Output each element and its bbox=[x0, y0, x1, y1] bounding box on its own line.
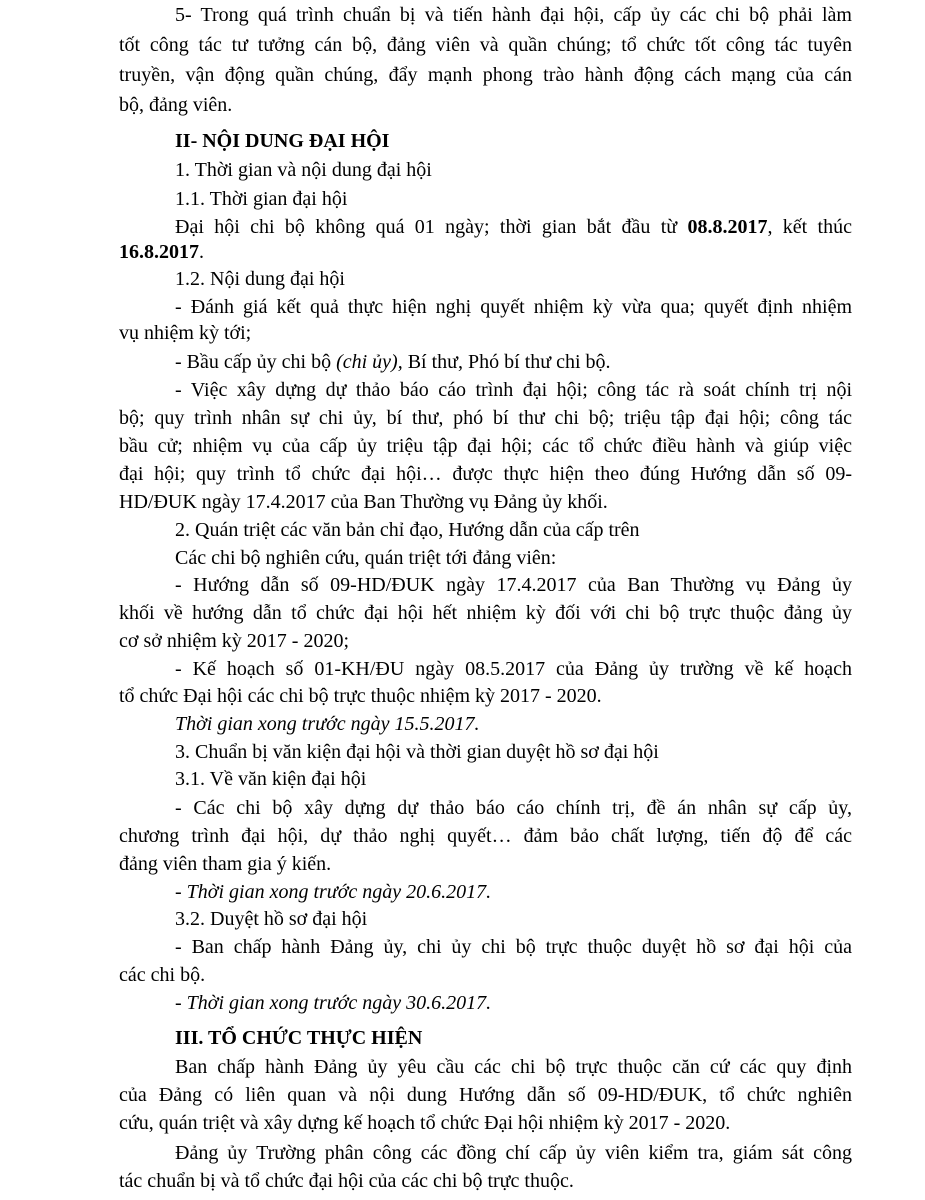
content-item-3-line-5: HD/ĐUK ngày 17.4.2017 của Ban Thường vụ Đảng ủy khối. bbox=[119, 491, 608, 513]
implementation-paragraph-2-line-1: Đảng ủy Trường phân công các đồng chí cấp ủy viên kiểm tra, giám sát công bbox=[175, 1142, 852, 1164]
directive-1-line-1: - Hướng dẫn số 09-HD/ĐUK ngày 17.4.2017 của Ban Thường vụ Đảng ủy bbox=[175, 574, 852, 596]
implementation-paragraph-2-line-2: tác chuẩn bị và tổ chức đại hội của các chi bộ trực thuộc. bbox=[119, 1170, 574, 1192]
subsection-2-title: 2. Quán triệt các văn bản chỉ đạo, Hướng dẫn của cấp trên bbox=[175, 519, 640, 541]
review-item-line-1: - Ban chấp hành Đảng ủy, chi ủy chi bộ trực thuộc duyệt hồ sơ đại hội của bbox=[175, 936, 852, 958]
meeting-time-line-2 bbox=[119, 239, 925, 265]
subsection-3-2-title: 3.2. Duyệt hồ sơ đại hội bbox=[175, 908, 368, 930]
start-date: 08.8.2017 bbox=[687, 216, 768, 238]
subsection-3-1-title: 3.1. Về văn kiện đại hội bbox=[175, 768, 367, 790]
implementation-paragraph-1-line-1: Ban chấp hành Đảng ủy yêu cầu các chi bộ trực thuộc căn cứ các quy định bbox=[175, 1056, 852, 1078]
deadline-1: Thời gian xong trước ngày 15.5.2017. bbox=[175, 713, 480, 735]
directive-2-line-1: - Kế hoạch số 01-KH/ĐU ngày 08.5.2017 của Đảng ủy trường về kế hoạch bbox=[175, 658, 852, 680]
meeting-time-end-text: , kết thúc bbox=[767, 216, 852, 238]
content-item-3-line-3: bầu cử; nhiệm vụ của cấp ủy triệu tập đại hội; các tổ chức điều hành và giúp việc bbox=[119, 435, 852, 457]
paragraph-5-line-3: truyền, vận động quần chúng, đẩy mạnh phong trào hành động cách mạng của cán bbox=[119, 64, 852, 86]
subsection-1-title: 1. Thời gian và nội dung đại hội bbox=[175, 159, 432, 181]
subsection-2-intro: Các chi bộ nghiên cứu, quán triệt tới đảng viên: bbox=[175, 547, 557, 569]
deadline-3: - Thời gian xong trước ngày 30.6.2017. bbox=[175, 992, 492, 1014]
content-item-2-italic: (chi ủy), bbox=[336, 351, 403, 373]
content-item-3-line-2: bộ; quy trình nhân sự chi ủy, bí thư, phó bí thư chi bộ; triệu tập đại hội; công tác bbox=[119, 407, 852, 429]
review-item-line-2: các chi bộ. bbox=[119, 964, 206, 986]
subsection-3-title: 3. Chuẩn bị văn kiện đại hội và thời gian duyệt hồ sơ đại hội bbox=[175, 741, 659, 763]
paragraph-5-line-4: bộ, đảng viên. bbox=[119, 94, 233, 116]
documents-item-line-3: đảng viên tham gia ý kiến. bbox=[119, 853, 332, 875]
content-item-3-line-1: - Việc xây dựng dự thảo báo cáo trình đại hội; công tác rà soát chính trị nội bbox=[175, 379, 852, 401]
content-item-1-line-2: vụ nhiệm kỳ tới; bbox=[119, 322, 252, 344]
content-item-2 bbox=[175, 349, 925, 375]
documents-item-line-1: - Các chi bộ xây dựng dự thảo báo cáo chính trị, đề án nhân sự cấp ủy, bbox=[175, 797, 852, 819]
content-item-2-text: - Bầu cấp ủy chi bộ bbox=[175, 351, 337, 373]
implementation-paragraph-1-line-2: của Đảng có liên quan và nội dung Hướng dẫn số 09-HD/ĐUK, tổ chức nghiên bbox=[119, 1084, 852, 1106]
meeting-time-text: Đại hội chi bộ không quá 01 ngày; thời gian bắt đầu từ bbox=[175, 216, 688, 238]
content-item-2-rest: Bí thư, Phó bí thư chi bộ. bbox=[402, 351, 611, 373]
directive-1-line-2: khối về hướng dẫn tổ chức đại hội hết nhiệm kỳ đối với chi bộ trực thuộc đảng ủy bbox=[119, 602, 852, 624]
section-3-heading: III. TỔ CHỨC THỰC HIỆN bbox=[175, 1027, 423, 1049]
content-item-1-line-1: - Đánh giá kết quả thực hiện nghị quyết nhiệm kỳ vừa qua; quyết định nhiệm bbox=[175, 296, 852, 318]
directive-1-line-3: cơ sở nhiệm kỳ 2017 - 2020; bbox=[119, 630, 350, 652]
deadline-2: - Thời gian xong trước ngày 20.6.2017. bbox=[175, 881, 492, 903]
end-date: 16.8.2017 bbox=[119, 241, 199, 263]
paragraph-5-line-1: 5- Trong quá trình chuẩn bị và tiến hành đại hội, cấp ủy các chi bộ phải làm bbox=[175, 4, 852, 26]
documents-item-line-2: chương trình đại hội, dự thảo nghị quyết… đảm bảo chất lượng, tiến độ để các bbox=[119, 825, 852, 847]
implementation-paragraph-1-line-3: cứu, quán triệt và xây dựng kế hoạch tổ chức Đại hội nhiệm kỳ 2017 - 2020. bbox=[119, 1112, 731, 1134]
meeting-time-line-1 bbox=[0, 214, 925, 240]
paragraph-5-line-2: tốt công tác tư tưởng cán bộ, đảng viên và quần chúng; tổ chức tốt công tác tuyên bbox=[119, 34, 852, 56]
subsection-1-2-title: 1.2. Nội dung đại hội bbox=[175, 268, 345, 290]
subsection-1-1-title: 1.1. Thời gian đại hội bbox=[175, 188, 348, 210]
end-date-period: . bbox=[199, 241, 204, 263]
section-2-heading: II- NỘI DUNG ĐẠI HỘI bbox=[175, 130, 390, 152]
content-item-3-line-4: đại hội; quy trình tổ chức đại hội… được thực hiện theo đúng Hướng dẫn số 09- bbox=[119, 463, 852, 485]
directive-2-line-2: tổ chức Đại hội các chi bộ trực thuộc nhiệm kỳ 2017 - 2020. bbox=[119, 685, 602, 707]
